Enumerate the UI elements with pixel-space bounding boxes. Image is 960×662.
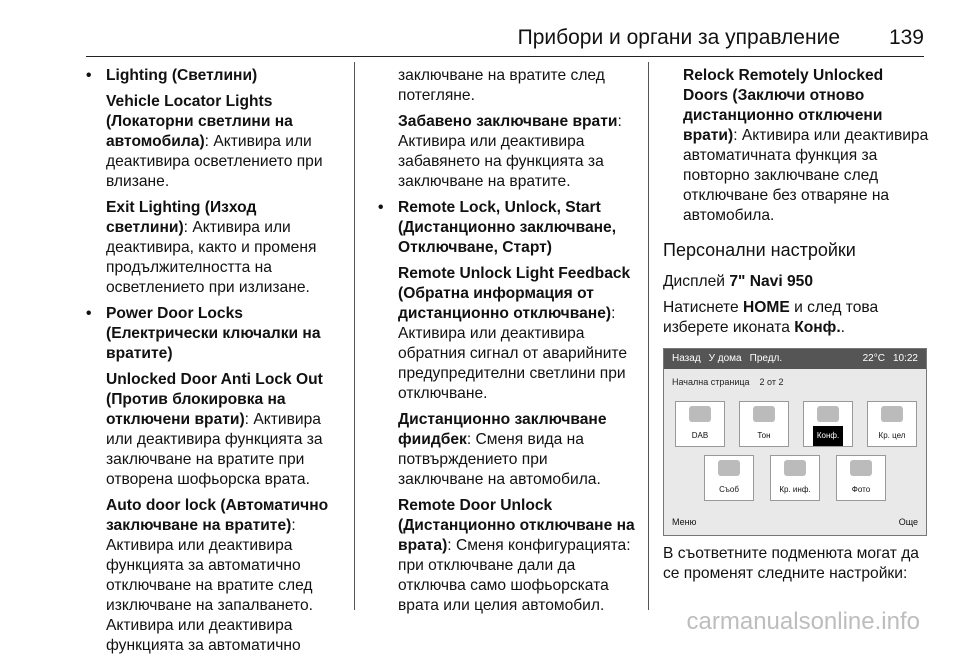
delayed-lock-entry	[398, 112, 636, 192]
header-rule	[86, 56, 924, 57]
list-item-power-locks	[86, 304, 342, 656]
tile-destination: Кр. цел	[867, 401, 917, 447]
display-line	[663, 272, 929, 292]
anti-lock-entry	[106, 370, 342, 490]
bullet-icon: •	[86, 305, 92, 322]
dab-icon	[689, 406, 711, 422]
bullet-icon: •	[378, 199, 384, 216]
home-key-label: HOME	[742, 299, 790, 316]
photo-icon	[850, 460, 872, 476]
tile-dab: DAB	[675, 401, 725, 447]
continued-text: заключване на вратите след потегляне.	[398, 67, 605, 104]
delayed-lock-text: : Активира или деактивира забавянето на функцията за заключване на вратите.	[398, 113, 622, 190]
settings-icon-label: Конф.	[794, 319, 841, 336]
tile-settings: Конф.	[803, 401, 853, 447]
power-locks-title: Power Door Locks (Електрически ключалки на вратите)	[106, 305, 321, 362]
screen-top-bar	[664, 349, 926, 369]
screen-time: 10:22	[892, 353, 918, 364]
remote-lock-feedback-title: Дистанционно заключване фиидбек	[398, 411, 607, 448]
vehicle-locator-title: Vehicle Locator Lights (Локаторни светлини на автомобила)	[106, 93, 293, 150]
display-value: 7" Navi 950	[729, 273, 814, 290]
tile-messages: Съоб	[704, 455, 754, 501]
destination-icon	[881, 406, 903, 422]
anti-lock-title: Unlocked Door Anti Lock Out (Против блокировка на отключени врати)	[106, 371, 323, 428]
list-item-remote	[378, 198, 636, 616]
after-screen-text: В съответните подменюта могат да се променят следните настройки:	[663, 545, 919, 582]
screen-temperature: 22°C	[862, 353, 885, 364]
info-icon	[784, 460, 806, 476]
press-prefix: Натиснете	[663, 299, 743, 316]
remote-unlock-title: Remote Door Unlock (Дистанционно отключване на врата)	[398, 497, 635, 554]
bullet-icon: •	[86, 67, 92, 84]
page-title: Прибори и органи за управление	[517, 26, 840, 49]
relock-title: Relock Remotely Unlocked Doors (Заключи отново дистанционно отключени врати)	[683, 67, 884, 144]
section-heading: Персонални настройки	[663, 240, 856, 260]
infotainment-screenshot	[663, 348, 927, 536]
relock-block	[663, 66, 929, 226]
auto-lock-title: Auto door lock (Автоматично заключване на вратите)	[106, 497, 329, 534]
lighting-title: Lighting (Светлини)	[106, 67, 258, 84]
continued-block	[378, 66, 636, 192]
screen-tile-row-2	[675, 455, 915, 501]
tile-photo: Фото	[836, 455, 886, 501]
tile-tone: Тон	[739, 401, 789, 447]
page-header	[0, 26, 960, 56]
settings-icon	[817, 406, 839, 422]
column-2	[378, 66, 636, 622]
watermark: carmanualsonline.info	[686, 608, 920, 635]
screen-page-indicator: 2 от 2	[759, 377, 784, 387]
display-prefix: Дисплей	[663, 273, 730, 290]
tone-icon	[753, 406, 775, 422]
relock-entry	[683, 66, 929, 226]
screen-tile-grid	[664, 395, 926, 507]
screen-subtitle-bar	[664, 369, 926, 395]
exit-lighting-text: : Активира или деактивира, както и променя продължителността на осветлението при излизане.	[106, 219, 317, 296]
remote-unlock-entry	[398, 496, 636, 616]
list-item-lighting	[86, 66, 342, 298]
screen-suggest-button: Предл.	[749, 353, 783, 364]
column-3	[663, 66, 929, 590]
screen-home-button: У дома	[708, 353, 742, 364]
press-end: .	[840, 319, 846, 336]
feedback-entry	[398, 264, 636, 404]
delayed-lock-title: Забавено заключване врати	[398, 113, 618, 130]
tile-info: Кр. инф.	[770, 455, 820, 501]
screen-more-button: Още	[898, 517, 918, 527]
screen-bottom-bar	[672, 512, 918, 532]
page-number: 139	[888, 26, 924, 49]
anti-lock-text: : Активира или деактивира функцията за заключване на вратите при отворена шофьорска врата.	[106, 411, 323, 488]
vehicle-locator-entry	[106, 92, 342, 192]
auto-lock-entry	[106, 496, 342, 656]
screen-menu-button: Меню	[672, 517, 697, 527]
column-1	[86, 66, 342, 662]
exit-lighting-entry	[106, 198, 342, 298]
remote-lock-feedback-entry	[398, 410, 636, 490]
relock-text: : Активира или деактивира автоматичната функция за повторно заключване след отключване без отваряне на автомобила.	[683, 127, 929, 224]
remote-unlock-text: : Сменя конфигурацията: при отключване дали да отключва само шофьорската врата или целия автомобил.	[398, 537, 631, 614]
press-instruction	[663, 298, 929, 338]
vehicle-locator-text: : Активира или деактивира осветлението при влизане.	[106, 133, 323, 190]
feedback-title: Remote Unlock Light Feedback (Обратна информация от дистанционно отключване)	[398, 265, 631, 322]
column-divider-1	[354, 62, 355, 610]
feedback-text: : Активира или деактивира обратния сигнал от аварийните предупредителни светлини при отключване.	[398, 305, 628, 402]
column-divider-2	[648, 62, 649, 610]
remote-lock-feedback-text: : Сменя вида на потвърждението при заключване на автомобила.	[398, 431, 601, 488]
auto-lock-text: : Активира или деактивира функцията за автоматично отключване на вратите след изключване на запалването. Активира или деактивира функцията за автоматично	[106, 517, 314, 654]
messages-icon	[718, 460, 740, 476]
remote-title: Remote Lock, Unlock, Start (Дистанционно заключване, Отключване, Старт)	[398, 199, 617, 256]
exit-lighting-title: Exit Lighting (Изход светлини)	[106, 199, 257, 236]
press-mid: и след това изберете иконата	[663, 299, 879, 336]
screen-subtitle: Начална страница	[672, 377, 750, 387]
screen-back-button: Назад	[672, 353, 701, 364]
